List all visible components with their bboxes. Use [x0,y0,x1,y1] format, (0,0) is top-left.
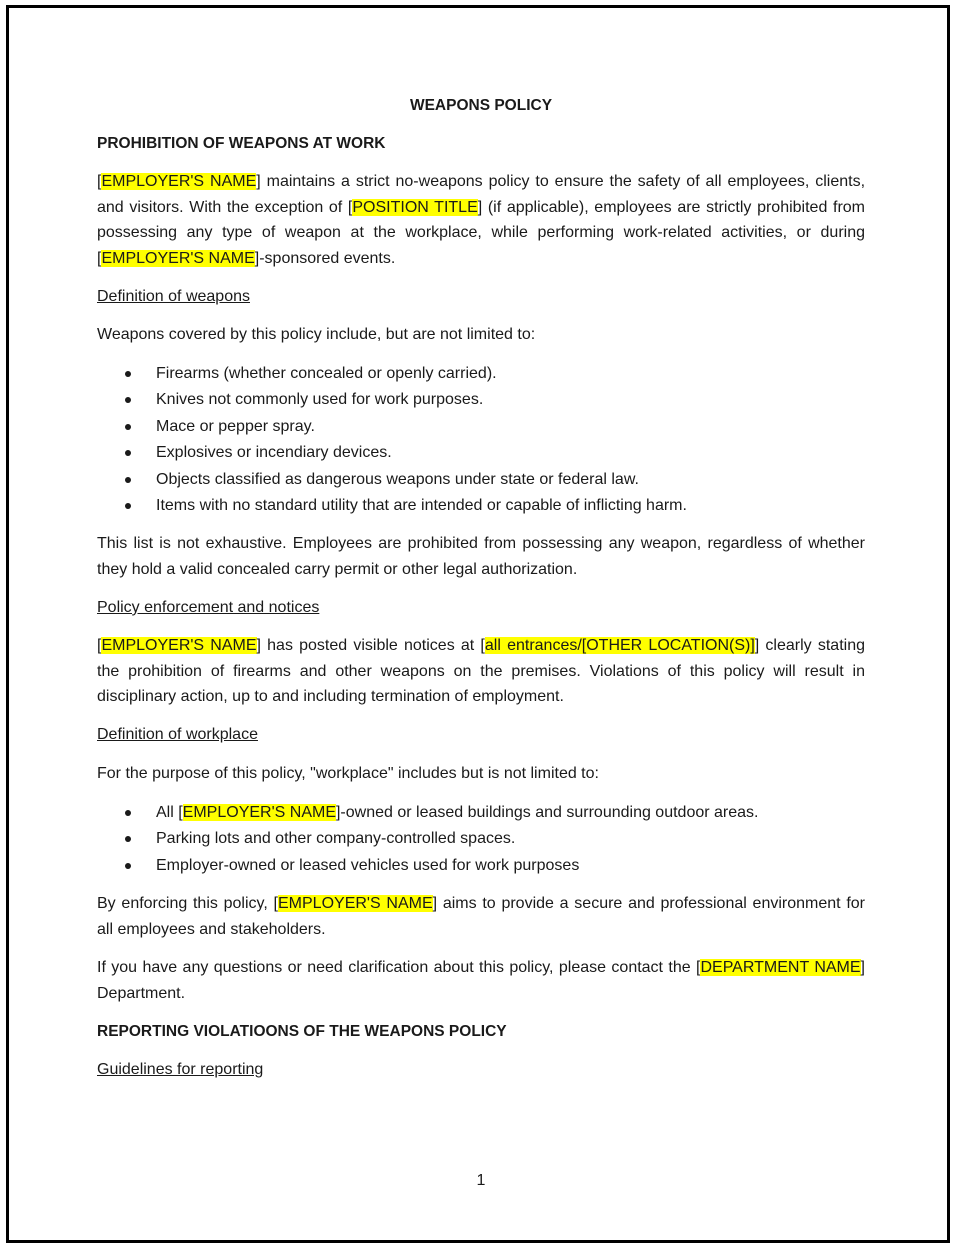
weapons-list [97,361,865,519]
bullet-icon [125,477,131,483]
document-title: WEAPONS POLICY [409,97,553,114]
section-heading-prohibition: PROHIBITION OF WEAPONS AT WORK [97,135,386,152]
list-item-text: Mace or pepper spray. [156,417,315,435]
list-item [97,467,865,493]
list-item-text: Parking lots and other company-controlled spaces. [156,830,516,848]
list-item-text: Firearms (whether concealed or openly carried). [156,365,497,382]
not-exhaustive-paragraph: This list is not exhaustive. Employees are prohibited from possessing any weapon, regardless of whether they hold a valid concealed carry permit or other legal authorization. [97,535,865,578]
subheading-policy-enforcement: Policy enforcement and notices [97,599,320,616]
text-fragment: ]-sponsored events. [254,249,396,267]
list-item [97,800,865,826]
bullet-icon [125,836,131,842]
placeholder-employer-name: EMPLOYER'S NAME [278,895,433,912]
text-fragment: ] (if applicable), employees are strictly prohibited from possessing any type of weapon at the workplace, while performing work-related activities, or during [ [97,198,866,267]
list-item-text: Items with no standard utility that are intended or capable of inflicting harm. [156,497,687,515]
enforcement-paragraph [97,633,865,710]
bullet-icon [125,424,131,430]
list-item-text: Explosives or incendiary devices. [156,444,392,462]
list-item-text: Knives not commonly used for work purposes. [156,391,484,409]
list-item [97,493,865,519]
text-fragment: ] maintains a strict no-weapons policy to ensure the safety of all employees, clients, and visitors. With the exception of [ [97,173,866,216]
placeholder-department-name: DEPARTMENT NAME [700,959,861,976]
intro-paragraph [97,169,865,271]
text-fragment: [ [97,173,102,190]
text-fragment: ] Department. [97,959,865,1002]
questions-paragraph [97,955,865,1006]
list-item [97,853,865,879]
text-fragment: All [ [156,804,183,821]
list-item [97,414,865,440]
text-fragment: By enforcing this policy, [ [97,895,278,912]
placeholder-employer-name: EMPLOYER'S NAME [101,637,257,654]
page-number: 1 [476,1172,486,1189]
closing-paragraph [97,891,865,942]
text-fragment: If you have any questions or need clarification about this policy, please contact the [ [97,959,701,976]
bullet-icon [125,397,131,403]
subheading-guidelines: Guidelines for reporting [97,1061,264,1078]
placeholder-position-title: POSITION TITLE [352,198,478,216]
list-item [97,440,865,466]
bullet-icon [125,503,131,509]
text-fragment: ] aims to provide a secure and professional environment for all employees and stakeholders. [97,895,866,938]
bullet-icon [125,450,131,456]
list-item [97,361,865,387]
workplace-lead-text: For the purpose of this policy, "workplace" includes but is not limited to: [97,765,599,782]
placeholder-employer-name: EMPLOYER'S NAME [182,804,336,821]
bullet-icon [125,863,131,869]
workplace-list [97,800,865,879]
list-item-text: Employer-owned or leased vehicles used for work purposes [156,856,580,874]
placeholder-locations: all entrances/[OTHER LOCATION(S)] [484,637,755,654]
section-heading-reporting: REPORTING VIOLATIOONS OF THE WEAPONS POLICY [97,1023,507,1040]
list-item [97,826,865,852]
text-fragment: ]-owned or leased buildings and surrounding outdoor areas. [335,804,759,821]
text-fragment: ] clearly stating the prohibition of firearms and other weapons on the premises. Violations of this policy will result in disciplinary action, up to and including termination of employment. [97,637,865,705]
bullet-icon [125,371,131,377]
list-item [97,387,865,413]
list-item-text: Objects classified as dangerous weapons under state or federal law. [156,470,639,488]
placeholder-employer-name: EMPLOYER'S NAME [101,249,255,267]
subheading-definition-of-workplace: Definition of workplace [97,726,258,743]
subheading-definition-of-weapons: Definition of weapons [97,288,250,305]
placeholder-employer-name: EMPLOYER'S NAME [101,173,257,190]
weapons-lead-text: Weapons covered by this policy include, but are not limited to: [97,326,536,343]
text-fragment: ] has posted visible notices at [ [256,637,485,654]
text-fragment: [ [97,637,102,654]
bullet-icon [125,810,131,816]
